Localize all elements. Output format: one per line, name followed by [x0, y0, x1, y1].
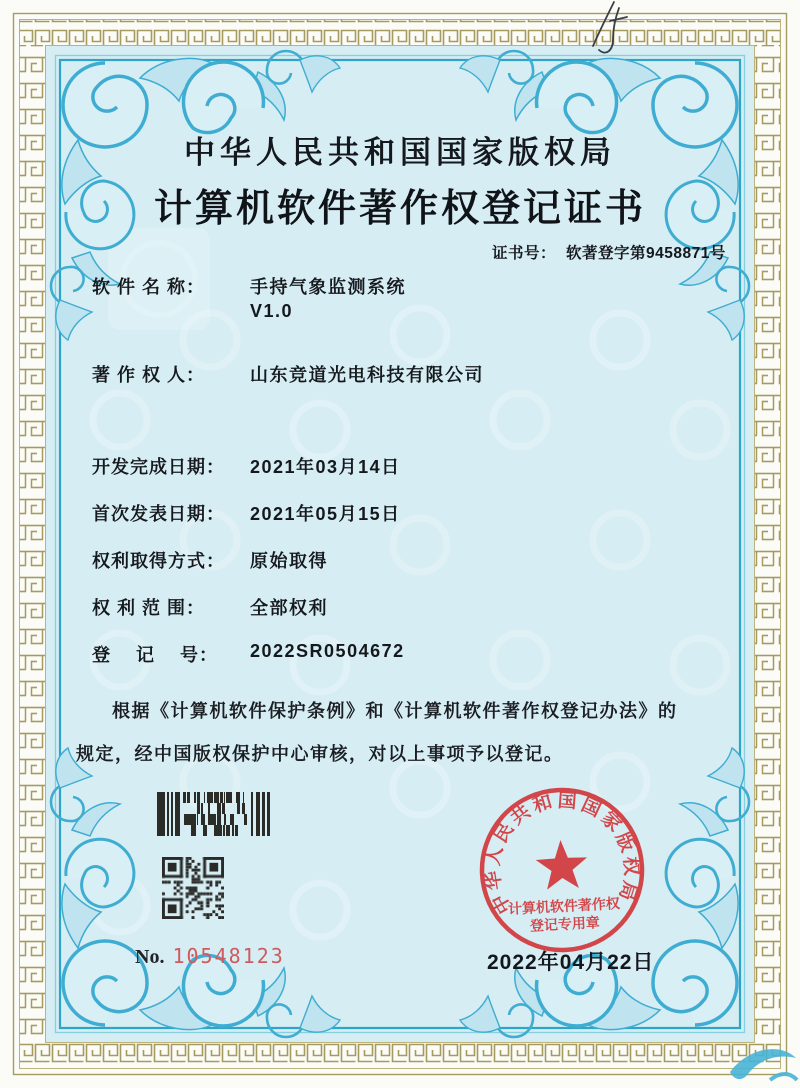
serial-label: No. — [135, 946, 165, 968]
field-label-rights-acquisition: 权利取得方式： — [92, 551, 225, 571]
serial-number: 10548123 — [172, 944, 285, 968]
field-value-first-publish-date: 2021年05月15日 — [250, 504, 401, 524]
authority-title: 中华人民共和国国家版权局 — [184, 135, 616, 170]
seal-ring-text: 中华人民共和国国家版权局 — [482, 790, 642, 918]
issue-date: 2022年04月22日 — [487, 951, 655, 974]
field-value-registration-number: 2022SR0504672 — [250, 641, 405, 661]
seal-line2: 登记专用章 — [529, 914, 601, 934]
field-value-rights-acquisition: 原始取得 — [250, 551, 328, 571]
seal-line1: 计算机软件著作权 — [507, 895, 621, 917]
field-value-copyright-owner: 山东竞道光电科技有限公司 — [250, 365, 484, 385]
field-label-registration-number: 登 记 号： — [92, 645, 219, 665]
handwritten-pen-mark — [580, 0, 660, 60]
certificate-number-line — [492, 241, 726, 263]
field-label-rights-scope: 权 利 范 围： — [92, 598, 206, 618]
field-value-software-version: V1.0 — [250, 301, 294, 321]
field-label-software-name: 软 件 名 称： — [92, 277, 206, 297]
official-seal — [476, 784, 648, 956]
serial-number-line — [135, 944, 285, 969]
field-value-dev-complete-date: 2021年03月14日 — [250, 457, 401, 477]
field-value-rights-scope: 全部权利 — [250, 598, 328, 618]
qr-code — [162, 857, 224, 919]
field-label-copyright-owner: 著 作 权 人： — [92, 365, 206, 385]
certificate-title: 计算机软件著作权登记证书 — [153, 188, 646, 230]
barcode-2d — [157, 792, 270, 836]
certificate-number-value: 软著登字第9458871号 — [566, 245, 726, 262]
field-value-software-name: 手持气象监测系统 — [250, 277, 406, 297]
certificate-number-label: 证书号： — [492, 245, 557, 262]
seal-star-icon — [535, 839, 589, 890]
field-label-dev-complete-date: 开发完成日期： — [92, 457, 225, 477]
registration-statement: 根据《计算机软件保护条例》和《计算机软件著作权登记办法》的规定，经中国版权保护中心审核，对以上事项予以登记。 — [76, 701, 678, 764]
field-label-first-publish-date: 首次发表日期： — [92, 504, 225, 524]
